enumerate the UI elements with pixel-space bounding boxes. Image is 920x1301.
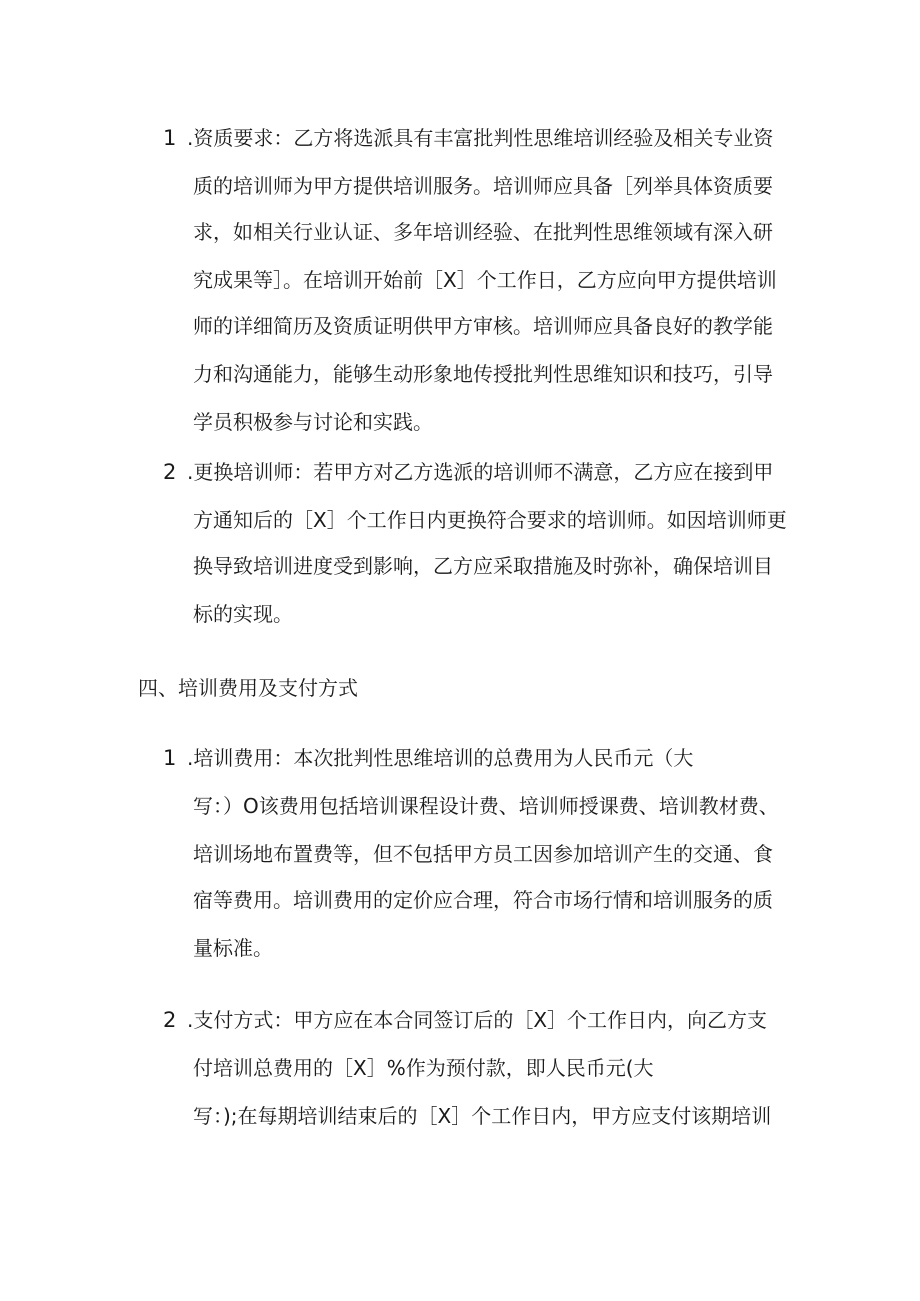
paragraph-line: 学员积极参与讨论和实践。 <box>193 410 433 434</box>
paragraph-line: 换导致培训进度受到影响，乙方应采取措施及时弥补，确保培训目 <box>193 554 773 578</box>
item-number: 1 <box>163 126 177 150</box>
paragraph-line: 究成果等］。在培训开始前［X］个工作日，乙方应向甲方提供培训 <box>193 268 777 292</box>
paragraph-line: 力和沟通能力，能够生动形象地传授批判性思维知识和技巧，引导 <box>193 362 773 386</box>
paragraph-line: 求，如相关行业认证、多年培训经验、在批判性思维领域有深入研 <box>193 220 773 244</box>
paragraph-line: 写：);在每期培训结束后的［X］个工作日内，甲方应支付该期培训 <box>193 1104 772 1128</box>
paragraph-line: 方通知后的［X］个工作日内更换符合要求的培训师。如因培训师更 <box>193 508 787 532</box>
paragraph-line: .支付方式：甲方应在本合同签订后的［X］个工作日内，向乙方支 <box>187 1008 768 1032</box>
paragraph-line: 师的详细简历及资质证明供甲方审核。培训师应具备良好的教学能 <box>193 314 773 338</box>
paragraph-line: .更换培训师：若甲方对乙方选派的培训师不满意，乙方应在接到甲 <box>187 460 774 484</box>
paragraph-line: 培训场地布置费等，但不包括甲方员工因参加培训产生的交通、食 <box>193 842 773 866</box>
item-number: 2 <box>163 1008 177 1032</box>
paragraph-line: 标的实现。 <box>193 602 293 626</box>
paragraph-line: 宿等费用。培训费用的定价应合理，符合市场行情和培训服务的质 <box>193 888 773 912</box>
item-number: 1 <box>163 746 177 770</box>
paragraph-line: 写：）O该费用包括培训课程设计费、培训师授课费、培训教材费、 <box>193 794 779 818</box>
section-heading: 四、培训费用及支付方式 <box>138 676 358 700</box>
paragraph-line: 质的培训师为甲方提供培训服务。培训师应具备［列举具体资质要 <box>193 174 773 198</box>
paragraph-line: 付培训总费用的［X］%作为预付款，即人民币元(大 <box>193 1056 654 1080</box>
paragraph-line: .培训费用：本次批判性思维培训的总费用为人民币元（大 <box>187 746 694 770</box>
paragraph-line: .资质要求：乙方将选派具有丰富批判性思维培训经验及相关专业资 <box>187 126 774 150</box>
paragraph-line: 量标准。 <box>193 936 273 960</box>
item-number: 2 <box>163 460 177 484</box>
